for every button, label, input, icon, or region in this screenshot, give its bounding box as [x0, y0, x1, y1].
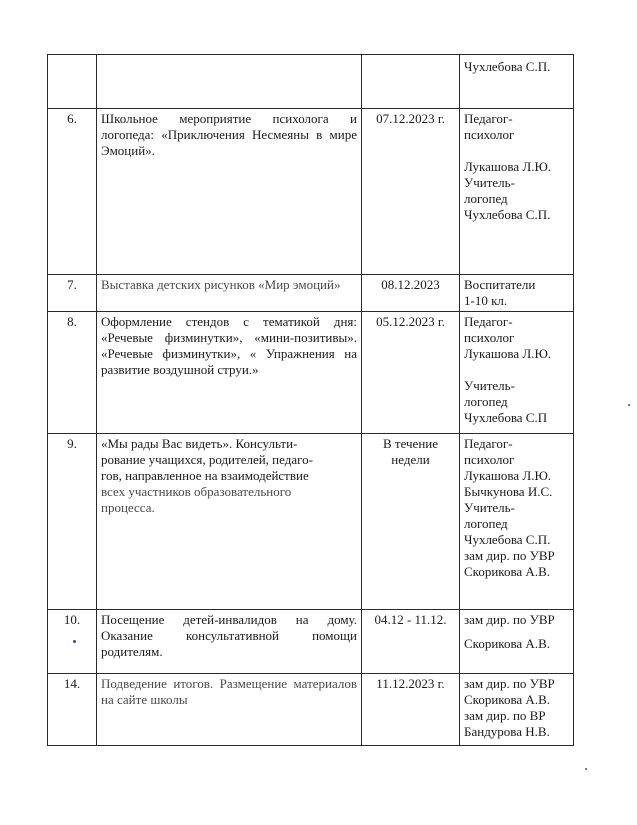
events-table — [47, 54, 574, 746]
table-row — [48, 674, 574, 746]
event-date — [362, 434, 460, 610]
responsible-cell — [460, 674, 574, 746]
responsible-cell — [460, 275, 574, 312]
responsible-line: зам дир. по ВР — [464, 708, 546, 723]
event-date: 11.12.2023 г. — [362, 674, 460, 746]
responsible-line: Чухлебова С.П. — [464, 59, 551, 74]
event-date: 04.12 - 11.12. — [362, 610, 460, 674]
spacer — [464, 628, 569, 636]
responsible-cell — [460, 312, 574, 434]
spacer — [464, 143, 569, 159]
responsible-cell — [460, 434, 574, 610]
responsible-line: психолог — [464, 330, 515, 345]
event-description — [97, 55, 362, 109]
responsible-line: зам дир. по УВР — [464, 612, 555, 627]
event-line: рование учащихся, родителей, педаго- — [101, 452, 313, 467]
scan-speck — [585, 768, 587, 770]
responsible-line: логопед — [464, 191, 508, 206]
row-number: 14. — [48, 674, 97, 746]
responsible-line: Скорикова А.В. — [464, 564, 550, 579]
responsible-line: Лукашова Л.Ю. — [464, 346, 552, 361]
table-row — [48, 312, 574, 434]
event-line: «Мы рады Вас видеть». Консульти- — [101, 436, 298, 451]
responsible-line: Скорикова А.В. — [464, 636, 550, 651]
event-line: всех участников образовательного — [101, 484, 292, 499]
responsible-cell — [460, 109, 574, 275]
row-number: 9. — [48, 434, 97, 610]
responsible-line: Бычкунова И.С. — [464, 484, 553, 499]
responsible-line: зам дир. по УВР — [464, 676, 555, 691]
responsible-line: 1-10 кл. — [464, 293, 508, 308]
event-date — [362, 55, 460, 109]
scan-speck — [73, 640, 76, 643]
responsible-line: Воспитатели — [464, 277, 536, 292]
row-number: 6. — [48, 109, 97, 275]
row-number: 8. — [48, 312, 97, 434]
responsible-line: психолог — [464, 452, 515, 467]
responsible-line: Чухлебова С.П. — [464, 532, 551, 547]
responsible-line: Учитель- — [464, 175, 515, 190]
row-number — [48, 55, 97, 109]
table-row — [48, 109, 574, 275]
table-row — [48, 55, 574, 109]
event-date: 08.12.2023 — [362, 275, 460, 312]
responsible-line: Чухлебова С.П — [464, 410, 548, 425]
responsible-cell — [460, 610, 574, 674]
responsible-line: Бандурова Н.В. — [464, 724, 550, 739]
event-description: Выставка детских рисунков «Мир эмоций» — [97, 275, 362, 312]
row-number: 10. — [48, 610, 97, 674]
event-date: 07.12.2023 г. — [362, 109, 460, 275]
responsible-line: Педагог- — [464, 436, 513, 451]
scan-speck — [628, 404, 630, 406]
responsible-line: логопед — [464, 394, 508, 409]
event-description: Посещение детей-инвалидов на дому. Оказание консультативной помощи родителям. — [97, 610, 362, 674]
event-description: Подведение итогов. Размещение материалов на сайте школы — [97, 674, 362, 746]
responsible-line: психолог — [464, 127, 515, 142]
date-line: В течение — [382, 436, 439, 451]
event-date: 05.12.2023 г. — [362, 312, 460, 434]
spacer — [464, 362, 569, 378]
responsible-line: логопед — [464, 516, 508, 531]
event-line: процесса. — [101, 500, 155, 515]
responsible-line: зам дир. по УВР — [464, 548, 555, 563]
table-row — [48, 610, 574, 674]
event-description: Оформление стендов с тематикой дня: «Речевые физминутки», «мини-позитивы». «Речевые физминутки», « Упражнения на развитие воздушной струи.» — [97, 312, 362, 434]
responsible-line: Лукашова Л.Ю. — [464, 468, 552, 483]
event-line: гов, направленное на взаимодействие — [101, 468, 309, 483]
row-number: 7. — [48, 275, 97, 312]
event-description — [97, 434, 362, 610]
responsible-line: Скорикова А.В. — [464, 692, 550, 707]
responsible-line: Учитель- — [464, 378, 515, 393]
responsible-line: Лукашова Л.Ю. — [464, 159, 552, 174]
table-row — [48, 434, 574, 610]
responsible-line: Педагог- — [464, 314, 513, 329]
responsible-cell — [460, 55, 574, 109]
event-description: Школьное мероприятие психолога и логопеда: «Приключения Несмеяны в мире Эмоций». — [97, 109, 362, 275]
table-row — [48, 275, 574, 312]
responsible-line: Педагог- — [464, 111, 513, 126]
responsible-line: Чухлебова С.П. — [464, 207, 551, 222]
responsible-line: Учитель- — [464, 500, 515, 515]
date-line: недели — [391, 452, 430, 467]
